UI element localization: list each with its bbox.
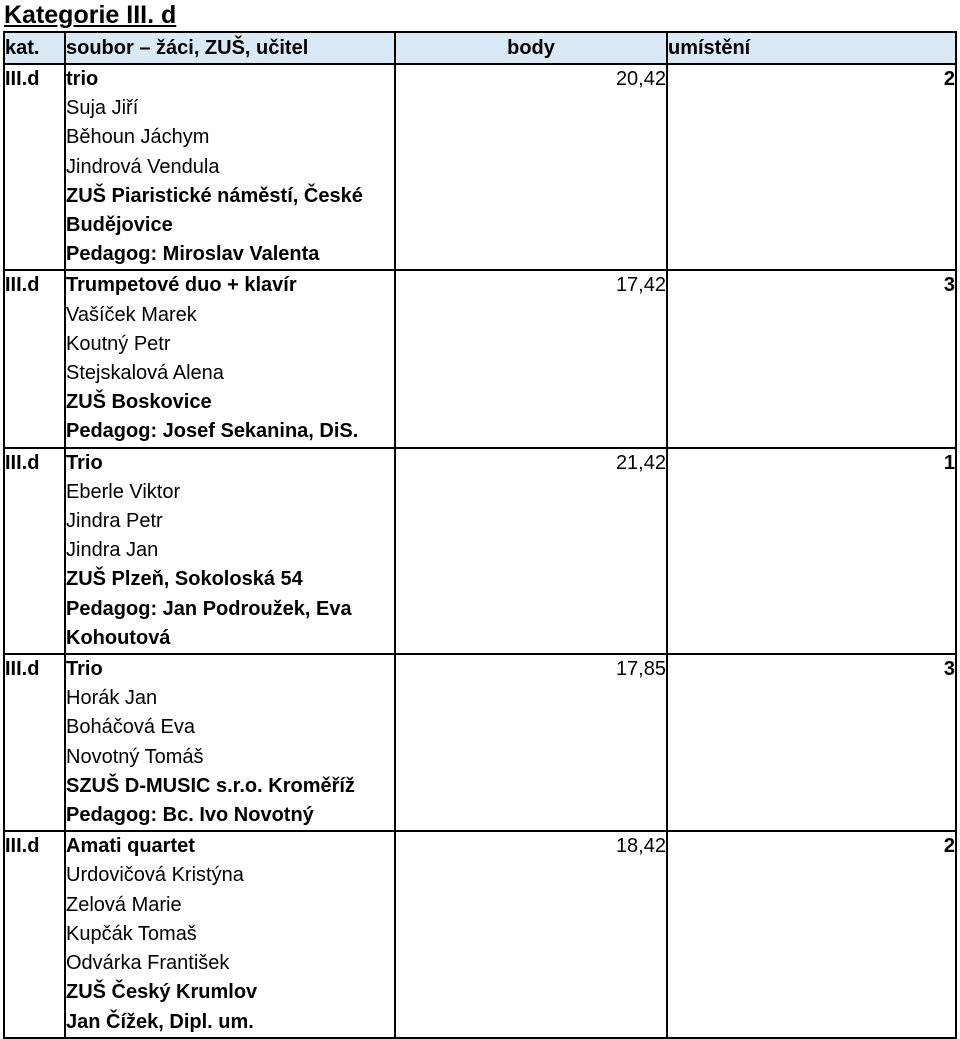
placement-cell: 3 xyxy=(667,270,956,447)
table-row xyxy=(4,654,956,831)
ensemble-line: ZUŠ Český Krumlov xyxy=(66,981,258,1004)
ensemble-line: Trumpetové duo + klavír xyxy=(66,274,297,297)
category-cell: III.d xyxy=(4,448,65,654)
ensemble-line: Urdovičová Kristýna xyxy=(66,864,244,887)
placement-cell: 1 xyxy=(667,448,956,654)
table-row xyxy=(4,831,956,1037)
ensemble-cell xyxy=(65,448,395,654)
ensemble-line: Jindra Jan xyxy=(66,539,159,562)
ensemble-line: Boháčová Eva xyxy=(66,716,195,739)
ensemble-line: Kupčák Tomaš xyxy=(66,922,197,945)
placement-cell: 2 xyxy=(667,831,956,1037)
ensemble-cell xyxy=(65,654,395,831)
ensemble-line: Pedagog: Jan Podroužek, Eva Kohoutová xyxy=(66,597,352,649)
category-cell: III.d xyxy=(4,64,65,270)
ensemble-line: Trio xyxy=(66,658,103,681)
header-kat: kat. xyxy=(4,32,65,64)
ensemble-cell xyxy=(65,831,395,1037)
ensemble-line: ZUŠ Plzeň, Sokoloská 54 xyxy=(66,568,303,591)
ensemble-line: Jan Čížek, Dipl. um. xyxy=(66,1010,254,1033)
header-soubor: soubor – žáci, ZUŠ, učitel xyxy=(65,32,395,64)
ensemble-line: ZUŠ Boskovice xyxy=(66,391,212,414)
placement-cell: 2 xyxy=(667,64,956,270)
points-cell: 18,42 xyxy=(395,831,667,1037)
ensemble-line: Pedagog: Josef Sekanina, DiS. xyxy=(66,420,359,443)
ensemble-line: Jindrová Vendula xyxy=(66,155,220,178)
ensemble-line: Odvárka František xyxy=(66,952,230,975)
points-cell: 17,42 xyxy=(395,270,667,447)
placement-cell: 3 xyxy=(667,654,956,831)
ensemble-line: trio xyxy=(66,68,99,90)
ensemble-line: SZUŠ D-MUSIC s.r.o. Kroměříž xyxy=(66,774,355,797)
category-cell: III.d xyxy=(4,831,65,1037)
ensemble-line: Novotný Tomáš xyxy=(66,745,204,768)
ensemble-line: Suja Jiří xyxy=(66,97,139,120)
ensemble-line: Jindra Petr xyxy=(66,510,163,533)
ensemble-cell xyxy=(65,64,395,270)
header-row xyxy=(4,32,956,64)
points-cell: 20,42 xyxy=(395,64,667,270)
ensemble-line: Koutný Petr xyxy=(66,332,171,355)
points-cell: 17,85 xyxy=(395,654,667,831)
category-cell: III.d xyxy=(4,270,65,447)
ensemble-cell xyxy=(65,270,395,447)
ensemble-line: Pedagog: Miroslav Valenta xyxy=(66,243,320,266)
ensemble-line: Vašíček Marek xyxy=(66,303,197,326)
ensemble-line: Trio xyxy=(66,451,103,474)
ensemble-line: ZUŠ Piaristické náměstí, České Budějovice xyxy=(66,184,363,237)
ensemble-line: Eberle Viktor xyxy=(66,480,181,503)
header-body: body xyxy=(395,32,667,64)
table-row xyxy=(4,270,956,447)
results-table xyxy=(3,31,957,1039)
page-title: Kategorie III. d xyxy=(4,1,177,29)
ensemble-line: Pedagog: Bc. Ivo Novotný xyxy=(66,804,314,827)
points-cell: 21,42 xyxy=(395,448,667,654)
ensemble-line: Stejskalová Alena xyxy=(66,362,224,385)
category-cell: III.d xyxy=(4,654,65,831)
ensemble-line: Běhoun Jáchym xyxy=(66,126,210,149)
table-row xyxy=(4,64,956,270)
table-row xyxy=(4,448,956,654)
ensemble-line: Amati quartet xyxy=(66,835,195,858)
ensemble-line: Horák Jan xyxy=(66,687,158,710)
header-umisteni: umístění xyxy=(667,32,956,64)
results-body xyxy=(4,64,956,1038)
ensemble-line: Zelová Marie xyxy=(66,893,182,916)
